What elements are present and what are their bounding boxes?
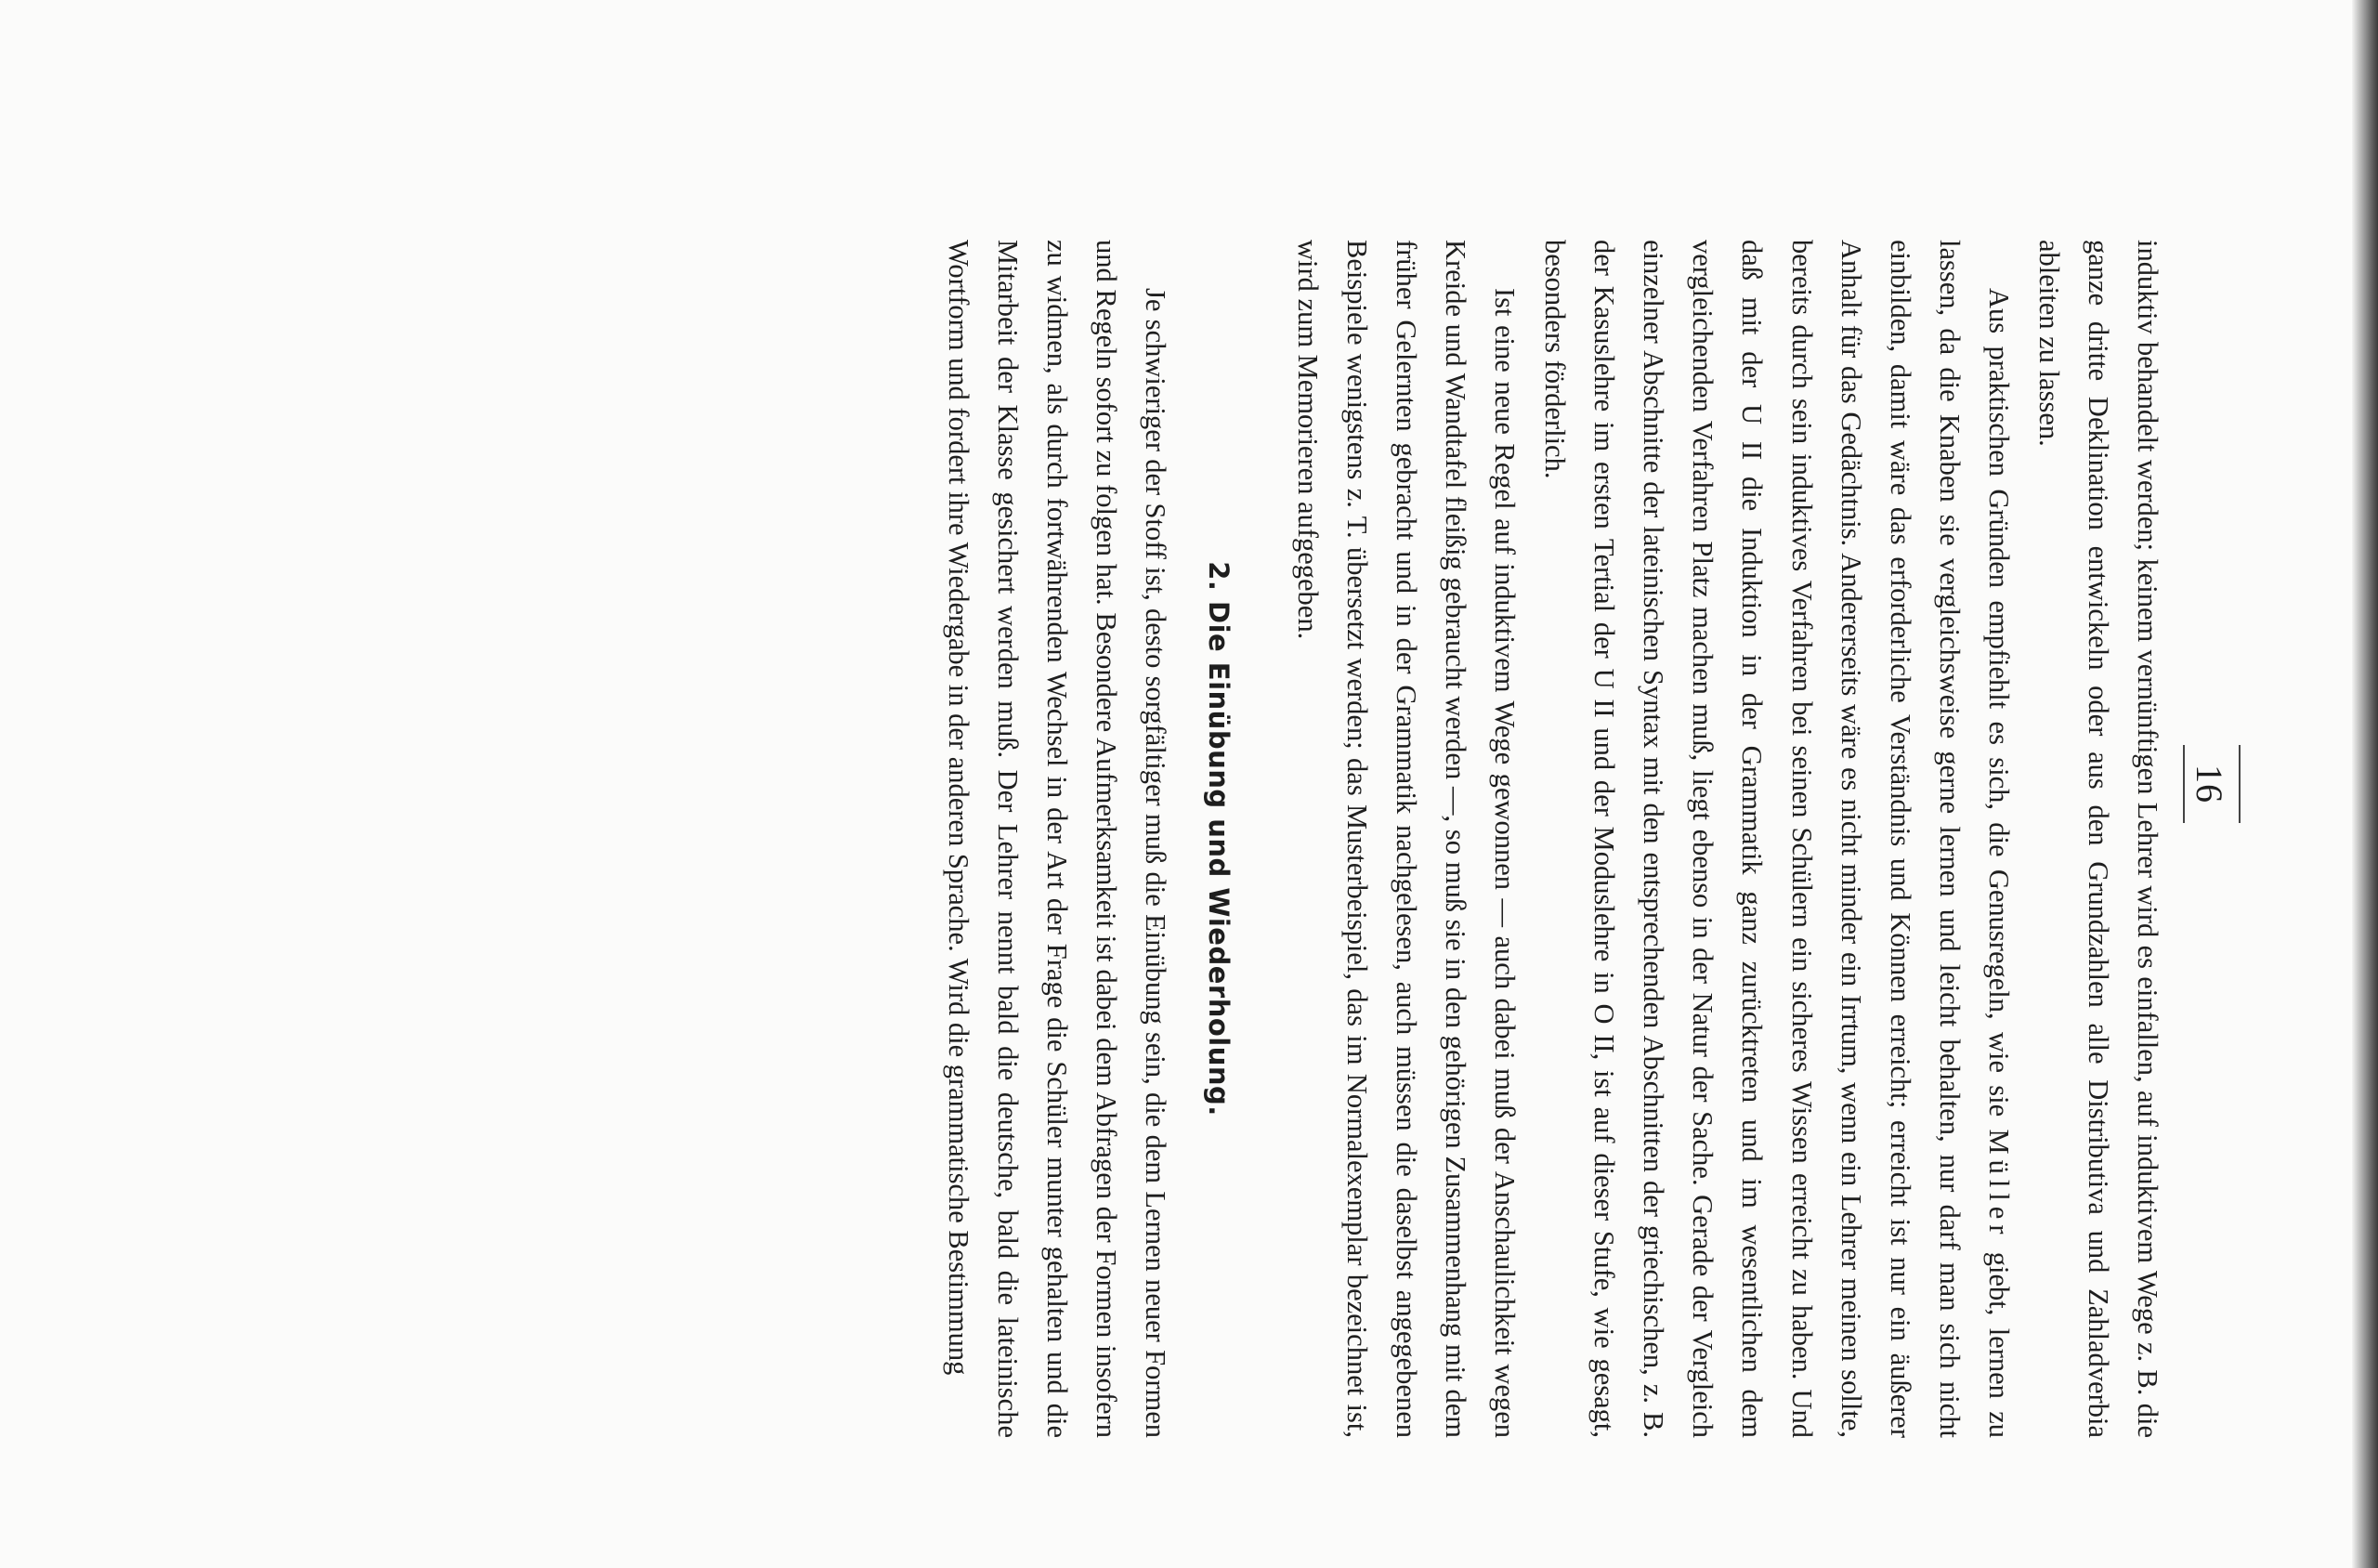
page-number: 16 xyxy=(2189,764,2230,804)
paragraph-genusregeln xyxy=(1529,240,2023,1438)
paragraph-genusregeln-start: Aus praktischen Gründen empfiehlt es sich, die Genusregeln, wie sie xyxy=(1983,288,2016,1130)
paragraph-einuebung: Je schwieriger der Stoff ist, desto sorgfältiger muß die Einübung sein, die dem Lernen neuer Formen und Regeln sofort zu folgen hat. Besondere Aufmerksamkeit ist dabei dem Abfragen der Formen insofern zu widmen, als durch fortwährenden Wechsel in der Art der Frage die Schüler munter gehalten und die Mitarbeit der Klasse gesichert werden muß. Der Lehrer nennt bald die deutsche, bald die lateinische Wortform und fordert ihre Wiedergabe in der anderen Sprache. Wird die grammatische Bestimmung xyxy=(942,240,1172,1438)
paragraph-neue-regel: Ist eine neue Regel auf induktivem Wege gewonnen — auch dabei muß der Anschaulichkeit wegen Kreide und Wandtafel fleißig gebraucht werden —, so muß sie in den gehörigen Zusammenhang mit dem früher Gelernten gebracht und in der Grammatik nachgelesen, auch müssen die daselbst angegebenen Beispiele wenigstens z. T. übersetzt werden; das Musterbeispiel, das im Normalexemplar bezeichnet ist, wird zum Memorieren aufgegeben. xyxy=(1291,240,1522,1438)
paragraph-continued: induktiv behandelt werden; keinem vernünftigen Lehrer wird es einfallen, auf induktivem Wege z. B. die ganze dritte Deklination entwickeln oder aus den Grundzahlen alle Distributiva und Zahladverbia ableiten zu lassen. xyxy=(2032,240,2163,1438)
section-heading: 2. Die Einübung und Wiederholung. xyxy=(1203,561,1235,1117)
page-number-rule-top xyxy=(2239,745,2241,823)
body-text xyxy=(933,240,2172,1438)
author-name-mueller: Müller xyxy=(1983,1129,2016,1240)
page-edge-shadow xyxy=(2352,0,2378,1568)
paragraph-genusregeln-rest: giebt, lernen zu lassen, da die Knaben sie vergleichsweise gerne lernen und leicht behalten, nur darf man sich nicht einbilden, damit wäre das erforderliche Verständnis und Können erreicht; erreicht ist nur ein äußerer Anhalt für das Gedächtnis. Andererseits wäre es nicht minder ein Irrtum, wenn ein Lehrer meinen sollte, bereits durch sein induktives Verfahren bei seinen Schülern ein sicheres Wissen erreicht zu haben. Und daß mit der U II die Induktion in der Grammatik ganz zurücktreten und im wesentlichen dem vergleichenden Verfahren Platz machen muß, liegt ebenso in der Natur der Sache. Gerade der Vergleich einzelner Abschnitte der lateinischen Syntax mit den entsprechenden Abschnitten der griechischen, z. B. der Kasuslehre im ersten Tertial der U II und der Moduslehre in O II, ist auf dieser Stufe, wie gesagt, besonders förderlich. xyxy=(1538,240,2016,1438)
page-number-rule-bottom xyxy=(2183,745,2185,823)
